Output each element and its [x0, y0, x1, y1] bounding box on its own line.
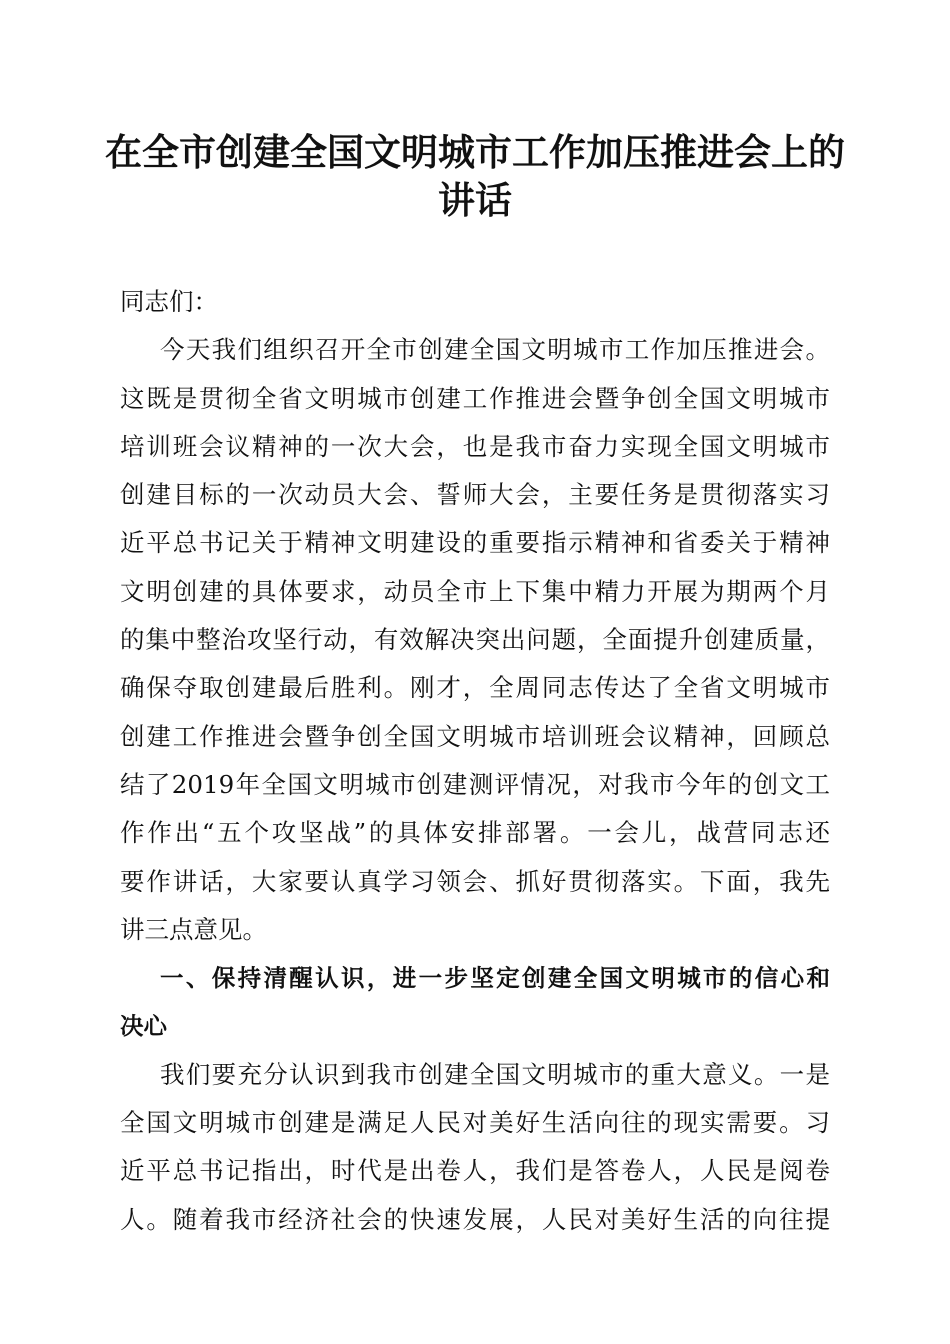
paragraph-line: 我们要充分认识到我市创建全国文明城市的重大意义。一是 — [160, 1059, 830, 1089]
paragraph-line: 这既是贯彻全省文明城市创建工作推进会暨争创全国文明城市 — [120, 383, 830, 413]
paragraph-line: 人。随着我市经济社会的快速发展，人民对美好生活的向往提 — [120, 1204, 830, 1234]
paragraph-line: 确保夺取创建最后胜利。刚才，全周同志传达了全省文明城市 — [120, 673, 830, 703]
title-line: 讲话 — [438, 178, 512, 222]
paragraph-line: 结了2019年全国文明城市创建测评情况，对我市今年的创文工 — [120, 769, 830, 799]
heading-line: 决心 — [120, 1012, 167, 1041]
document-body — [120, 278, 830, 1244]
paragraph-line: 讲三点意见。 — [120, 914, 267, 944]
paragraph-line: 近平总书记指出，时代是出卷人，我们是答卷人，人民是阅卷 — [120, 1156, 830, 1186]
salutation: 同志们： — [120, 287, 218, 316]
paragraph-line: 近平总书记关于精神文明建设的重要指示精神和省委关于精神 — [120, 528, 830, 558]
section-heading-1 — [120, 954, 830, 1051]
paragraph-1 — [120, 326, 830, 954]
paragraph-line: 培训班会议精神的一次大会，也是我市奋力实现全国文明城市 — [120, 431, 830, 461]
paragraph-2 — [120, 1051, 830, 1244]
paragraph-line: 创建目标的一次动员大会、誓师大会，主要任务是贯彻落实习 — [120, 480, 830, 510]
heading-line: 一、保持清醒认识，进一步坚定创建全国文明城市的信心和 — [160, 964, 830, 993]
paragraph-line: 今天我们组织召开全市创建全国文明城市工作加压推进会。 — [160, 335, 830, 365]
paragraph-line: 文明创建的具体要求，动员全市上下集中精力开展为期两个月 — [120, 576, 830, 606]
document-title — [100, 128, 850, 224]
paragraph-line: 全国文明城市创建是满足人民对美好生活向往的现实需要。习 — [120, 1108, 830, 1138]
title-line: 在全市创建全国文明城市工作加压推进会上的 — [105, 130, 845, 174]
paragraph-line: 要作讲话，大家要认真学习领会、抓好贯彻落实。下面，我先 — [120, 866, 830, 896]
paragraph-line: 的集中整治攻坚行动，有效解决突出问题，全面提升创建质量， — [120, 625, 830, 655]
paragraph-line: 作作出“五个攻坚战”的具体安排部署。一会儿，战营同志还 — [120, 818, 830, 848]
paragraph-line: 创建工作推进会暨争创全国文明城市培训班会议精神，回顾总 — [120, 721, 830, 751]
